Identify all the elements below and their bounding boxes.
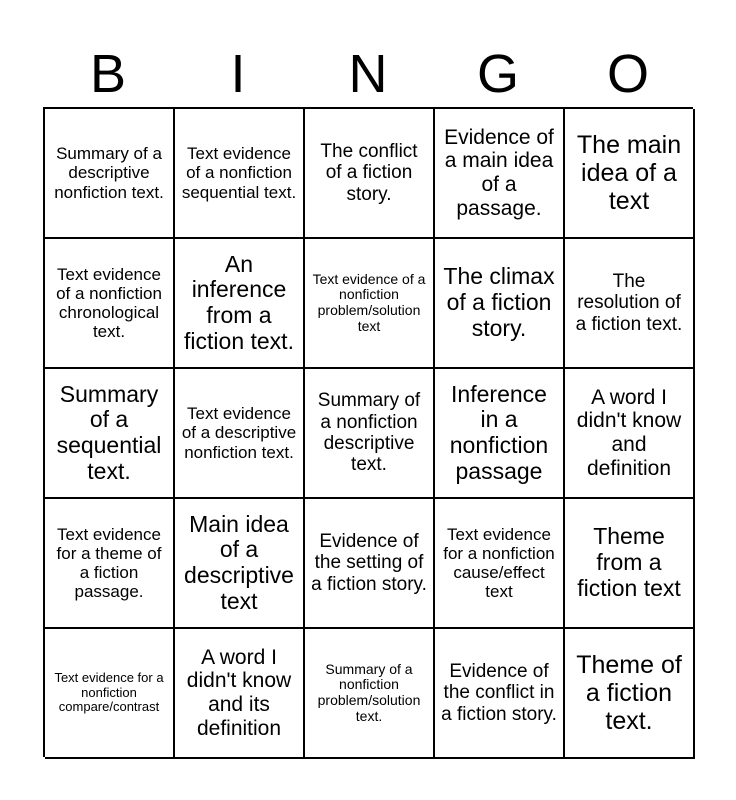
- cell-text: Text evidence for a theme of a fiction passage.: [56, 524, 162, 602]
- bingo-cell[interactable]: [565, 239, 695, 369]
- bingo-cell[interactable]: [565, 109, 695, 239]
- bingo-cell[interactable]: [435, 239, 565, 369]
- bingo-cell[interactable]: [305, 239, 435, 369]
- bingo-cell[interactable]: [45, 109, 175, 239]
- cell-text: Evidence of a main idea of a passage.: [444, 125, 554, 220]
- cell-text: Summary of a nonfiction problem/solution text.: [317, 660, 421, 724]
- bingo-cell[interactable]: [175, 239, 305, 369]
- cell-text: Text evidence of a nonfiction problem/solution text: [312, 270, 426, 334]
- bingo-cell[interactable]: [435, 369, 565, 499]
- cell-text: The main idea of a text: [576, 131, 682, 215]
- cell-text: Theme of a fiction text.: [576, 651, 682, 735]
- bingo-cell[interactable]: [305, 499, 435, 629]
- cell-text: Text evidence of a nonfiction chronological text.: [56, 264, 162, 342]
- bingo-cell[interactable]: [435, 109, 565, 239]
- cell-text: A word I didn't know and its definition: [186, 645, 292, 740]
- bingo-cell[interactable]: [45, 369, 175, 499]
- cell-text: Main idea of a descriptive text: [184, 510, 294, 614]
- cell-text: The resolution of a fiction text.: [575, 271, 683, 335]
- cell-text: The conflict of a fiction story.: [320, 141, 418, 205]
- bingo-header: [43, 40, 693, 108]
- cell-text: Evidence of the conflict in a fiction story.: [441, 661, 557, 725]
- cell-text: Text evidence of a descriptive nonfiction text.: [181, 404, 297, 462]
- bingo-cell[interactable]: [435, 499, 565, 629]
- bingo-cell[interactable]: [45, 239, 175, 369]
- cell-text: A word I didn't know and definition: [576, 385, 682, 480]
- bingo-cell[interactable]: [565, 369, 695, 499]
- header-letter-b: B: [89, 44, 127, 104]
- cell-text: Summary of a descriptive nonfiction text.: [54, 144, 164, 202]
- bingo-cell[interactable]: [305, 369, 435, 499]
- header-letter-g: G: [476, 44, 519, 104]
- cell-text: Summary of a nonfiction descriptive text.: [317, 390, 421, 476]
- bingo-board: [43, 107, 693, 757]
- header-letter-o: O: [606, 44, 649, 104]
- header-letter-i: I: [230, 44, 246, 104]
- cell-text: An inference from a fiction text.: [184, 250, 294, 354]
- bingo-cell[interactable]: [175, 629, 305, 759]
- cell-text: Theme from a fiction text: [577, 523, 681, 601]
- bingo-cell[interactable]: [435, 629, 565, 759]
- bingo-cell[interactable]: [175, 369, 305, 499]
- cell-text: Text evidence for a nonfiction compare/contrast: [54, 670, 164, 715]
- bingo-cell[interactable]: [565, 629, 695, 759]
- bingo-cell[interactable]: [305, 109, 435, 239]
- bingo-cell[interactable]: [175, 109, 305, 239]
- bingo-cell[interactable]: [45, 629, 175, 759]
- bingo-cell[interactable]: [305, 629, 435, 759]
- cell-text: Inference in a nonfiction passage: [449, 380, 549, 484]
- bingo-cell[interactable]: [45, 499, 175, 629]
- cell-text: The climax of a fiction story.: [443, 263, 555, 341]
- cell-text: Text evidence of a nonfiction sequential text.: [181, 144, 297, 202]
- cell-text: Evidence of the setting of a fiction story.: [311, 531, 427, 595]
- header-letter-n: N: [348, 44, 388, 104]
- cell-text: Text evidence for a nonfiction cause/effect text: [443, 524, 555, 602]
- bingo-cell[interactable]: [565, 499, 695, 629]
- bingo-cell[interactable]: [175, 499, 305, 629]
- cell-text: Summary of a sequential text.: [56, 380, 162, 484]
